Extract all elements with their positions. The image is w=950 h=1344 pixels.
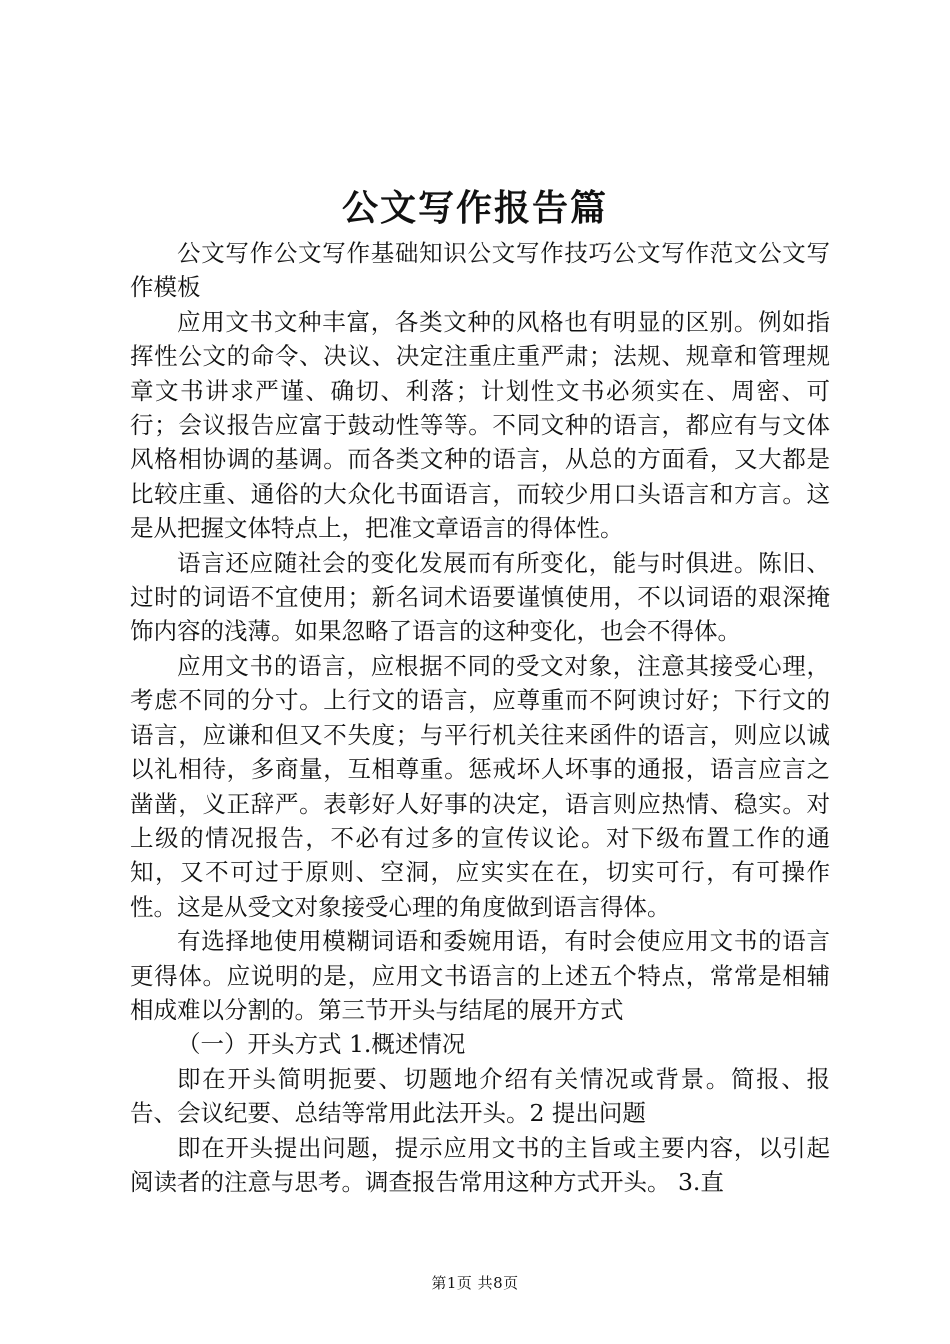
page-footer: 第1页 共8页 (431, 1274, 519, 1292)
paragraph-keywords: 公文写作公文写作基础知识公文写作技巧公文写作范文公文写作模板 (130, 239, 830, 302)
paragraph-opening-methods: （一）开头方式 1.概述情况 (177, 1030, 466, 1059)
paragraph-audience: 应用文书的语言，应根据不同的受文对象，注意其接受心理，考虑不同的分寸。上行文的语言，应尊重而不阿谀讨好；下行文的语言，应谦和但又不失度；与平行机关往来函件的语言，则应以诚以礼相待，多商量，互相尊重。惩戒坏人坏事的通报，语言应言之凿凿，义正辞严。表彰好人好事的决定，语言则应热情、稳实。对上级的情况报告，不必有过多的宣传议论。对下级布置工作的通知，又不可过于原则、空洞，应实实在在，切实可行，有可操作性。这是从受文对象接受心理的角度做到语言得体。 (130, 651, 830, 921)
paragraph-vague-words: 有选择地使用模糊词语和委婉用语，有时会使应用文书的语言更得体。应说明的是，应用文书语言的上述五个特点，常常是相辅相成难以分割的。第三节开头与结尾的展开方式 (130, 927, 830, 1024)
document-body (130, 236, 830, 1199)
paragraph-style: 应用文书文种丰富，各类文种的风格也有明显的区别。例如指挥性公文的命令、决议、决定注重庄重严肃；法规、规章和管理规章文书讲求严谨、确切、利落；计划性文书必须实在、周密、可行；会议报告应富于鼓动性等等。不同文种的语言，都应有与文体风格相协调的基调。而各类文种的语言，从总的方面看，又大都是比较庄重、通俗的大众化书面语言，而较少用口头语言和方言。这是从把握文体特点上，把准文章语言的得体性。 (130, 307, 830, 543)
paragraph-raise-question: 即在开头提出问题，提示应用文书的主旨或主要内容，以引起阅读者的注意与思考。调查报告常用这种方式开头。 3.直 (130, 1133, 830, 1196)
paragraph-overview: 即在开头简明扼要、切题地介绍有关情况或背景。简报、报告、会议纪要、总结等常用此法开头。2 提出问题 (130, 1064, 830, 1128)
document-title: 公文写作报告篇 (341, 187, 608, 229)
paragraph-change: 语言还应随社会的变化发展而有所变化，能与时俱进。陈旧、过时的词语不宜使用；新名词术语要谨慎使用，不以词语的艰深掩饰内容的浅薄。如果忽略了语言的这种变化，也会不得体。 (130, 548, 830, 646)
